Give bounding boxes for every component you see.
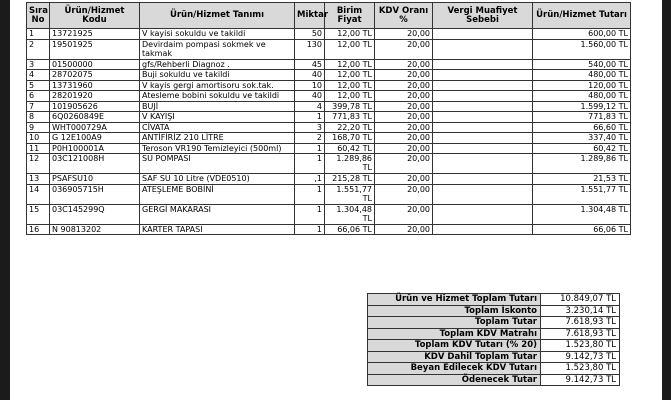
cell-exempt: [433, 59, 533, 70]
cell-price: 60,42 TL: [325, 143, 375, 154]
cell-price: 12,00 TL: [325, 91, 375, 102]
cell-exempt: [433, 91, 533, 102]
cell-price: 1.304,48 TL: [325, 204, 375, 224]
cell-price: 771,83 TL: [325, 112, 375, 123]
cell-price: 168,70 TL: [325, 133, 375, 144]
cell-total: 1.289,86 TL: [533, 154, 631, 174]
totals-row: [368, 351, 620, 363]
cell-code: 01500000: [50, 59, 140, 70]
col-header-vat: KDV Oranı %: [375, 3, 433, 29]
col-header-qty: Miktar: [295, 3, 325, 29]
cell-exempt: [433, 122, 533, 133]
cell-qty: 1: [295, 154, 325, 174]
totals-value: 1.523,80 TL: [541, 363, 620, 375]
cell-no: 4: [27, 70, 50, 81]
table-row: [27, 174, 631, 185]
cell-no: 7: [27, 101, 50, 112]
cell-total: 1.304,48 TL: [533, 204, 631, 224]
cell-code: 28702075: [50, 70, 140, 81]
cell-price: 399,78 TL: [325, 101, 375, 112]
table-row: [27, 224, 631, 235]
totals-row: [368, 374, 620, 386]
cell-no: 9: [27, 122, 50, 133]
cell-price: 12,00 TL: [325, 80, 375, 91]
cell-no: 3: [27, 59, 50, 70]
cell-total: 540,00 TL: [533, 59, 631, 70]
items-header-row: [27, 3, 631, 29]
cell-code: WHT000729A: [50, 122, 140, 133]
cell-total: 1.551,77 TL: [533, 184, 631, 204]
cell-desc: ATEŞLEME BOBİNİ: [140, 184, 295, 204]
cell-vat: 20,00: [375, 122, 433, 133]
table-row: [27, 143, 631, 154]
cell-total: 120,00 TL: [533, 80, 631, 91]
col-header-code: Ürün/Hizmet Kodu: [50, 3, 140, 29]
totals-row: [368, 305, 620, 317]
table-row: [27, 133, 631, 144]
cell-desc: GERGİ MAKARASI: [140, 204, 295, 224]
col-header-exempt: Vergi Muafiyet Sebebi: [433, 3, 533, 29]
cell-qty: 1: [295, 112, 325, 123]
table-row: [27, 204, 631, 224]
cell-price: 12,00 TL: [325, 59, 375, 70]
cell-exempt: [433, 101, 533, 112]
cell-qty: 3: [295, 122, 325, 133]
totals-value: 7.618,93 TL: [541, 317, 620, 329]
cell-price: 66,06 TL: [325, 224, 375, 235]
cell-vat: 20,00: [375, 154, 433, 174]
cell-vat: 20,00: [375, 101, 433, 112]
totals-value: 1.523,80 TL: [541, 340, 620, 352]
cell-code: PSAFSU10: [50, 174, 140, 185]
cell-qty: 50: [295, 29, 325, 40]
cell-qty: 4: [295, 101, 325, 112]
cell-vat: 20,00: [375, 204, 433, 224]
cell-code: 03C121008H: [50, 154, 140, 174]
cell-no: 15: [27, 204, 50, 224]
cell-code: 036905715H: [50, 184, 140, 204]
table-row: [27, 70, 631, 81]
cell-total: 480,00 TL: [533, 91, 631, 102]
cell-exempt: [433, 174, 533, 185]
cell-exempt: [433, 133, 533, 144]
cell-vat: 20,00: [375, 39, 433, 59]
cell-vat: 20,00: [375, 80, 433, 91]
cell-desc: CİVATA: [140, 122, 295, 133]
cell-exempt: [433, 29, 533, 40]
table-row: [27, 29, 631, 40]
totals-row: [368, 317, 620, 329]
cell-exempt: [433, 204, 533, 224]
cell-qty: 40: [295, 70, 325, 81]
cell-total: 771,83 TL: [533, 112, 631, 123]
cell-no: 6: [27, 91, 50, 102]
cell-desc: V KAYIŞI: [140, 112, 295, 123]
cell-qty: 130: [295, 39, 325, 59]
cell-vat: 20,00: [375, 29, 433, 40]
cell-no: 8: [27, 112, 50, 123]
cell-qty: 1: [295, 184, 325, 204]
cell-price: 1.289,86 TL: [325, 154, 375, 174]
cell-no: 10: [27, 133, 50, 144]
invoice-page: [18, 0, 658, 400]
cell-exempt: [433, 143, 533, 154]
cell-desc: Buji sokuldu ve takildi: [140, 70, 295, 81]
cell-exempt: [433, 184, 533, 204]
cell-desc: SU POMPASI: [140, 154, 295, 174]
cell-code: G 12E100A9: [50, 133, 140, 144]
cell-no: 5: [27, 80, 50, 91]
totals-value: 10.849,07 TL: [541, 294, 620, 306]
cell-qty: 2: [295, 133, 325, 144]
cell-qty: ,1: [295, 174, 325, 185]
cell-desc: KARTER TAPASI: [140, 224, 295, 235]
cell-desc: V kayis gergi amortisoru sok.tak.: [140, 80, 295, 91]
invoice-items-table: [26, 2, 631, 235]
cell-price: 12,00 TL: [325, 70, 375, 81]
cell-code: 28201920: [50, 91, 140, 102]
cell-qty: 45: [295, 59, 325, 70]
table-row: [27, 154, 631, 174]
cell-code: 03C145299Q: [50, 204, 140, 224]
cell-code: 19501925: [50, 39, 140, 59]
totals-label: Toplam KDV Tutarı (% 20): [368, 340, 541, 352]
cell-vat: 20,00: [375, 91, 433, 102]
totals-row: [368, 294, 620, 306]
col-header-no: Sıra No: [27, 3, 50, 29]
cell-no: 1: [27, 29, 50, 40]
cell-qty: 1: [295, 143, 325, 154]
table-row: [27, 184, 631, 204]
cell-vat: 20,00: [375, 224, 433, 235]
table-row: [27, 91, 631, 102]
cell-desc: BUJİ: [140, 101, 295, 112]
cell-no: 12: [27, 154, 50, 174]
cell-code: 101905626: [50, 101, 140, 112]
cell-total: 1.560,00 TL: [533, 39, 631, 59]
totals-value: 3.230,14 TL: [541, 305, 620, 317]
viewer-frame-right: [662, 0, 671, 400]
cell-exempt: [433, 154, 533, 174]
cell-qty: 10: [295, 80, 325, 91]
totals-row: [368, 328, 620, 340]
cell-no: 11: [27, 143, 50, 154]
cell-vat: 20,00: [375, 112, 433, 123]
cell-total: 66,06 TL: [533, 224, 631, 235]
cell-code: 13721925: [50, 29, 140, 40]
table-row: [27, 80, 631, 91]
cell-no: 13: [27, 174, 50, 185]
cell-desc: gfs/Rehberli Diagnoz .: [140, 59, 295, 70]
cell-code: P0H100001A: [50, 143, 140, 154]
totals-label: Toplam KDV Matrahı: [368, 328, 541, 340]
cell-total: 1.599,12 TL: [533, 101, 631, 112]
table-row: [27, 59, 631, 70]
cell-qty: 1: [295, 224, 325, 235]
col-header-desc: Ürün/Hizmet Tanımı: [140, 3, 295, 29]
cell-vat: 20,00: [375, 184, 433, 204]
totals-row: [368, 340, 620, 352]
cell-code: 13731960: [50, 80, 140, 91]
totals-label: Ürün ve Hizmet Toplam Tutarı: [368, 294, 541, 306]
cell-desc: Teroson VR190 Temizleyici (500ml): [140, 143, 295, 154]
totals-label: Toplam Tutar: [368, 317, 541, 329]
cell-no: 2: [27, 39, 50, 59]
cell-total: 337,40 TL: [533, 133, 631, 144]
table-row: [27, 112, 631, 123]
cell-total: 480,00 TL: [533, 70, 631, 81]
cell-vat: 20,00: [375, 143, 433, 154]
cell-qty: 40: [295, 91, 325, 102]
totals-value: 7.618,93 TL: [541, 328, 620, 340]
col-header-price: Birim Fiyat: [325, 3, 375, 29]
cell-price: 1.551,77 TL: [325, 184, 375, 204]
cell-total: 21,53 TL: [533, 174, 631, 185]
cell-price: 12,00 TL: [325, 29, 375, 40]
cell-total: 66,60 TL: [533, 122, 631, 133]
totals-label: Beyan Edilecek KDV Tutarı: [368, 363, 541, 375]
totals-label: Ödenecek Tutar: [368, 374, 541, 386]
cell-vat: 20,00: [375, 133, 433, 144]
viewer-frame-left: [0, 0, 10, 400]
totals-value: 9.142,73 TL: [541, 351, 620, 363]
cell-desc: Devirdaim pompasi sokmek ve takmak: [140, 39, 295, 59]
totals-row: [368, 363, 620, 375]
cell-exempt: [433, 70, 533, 81]
table-row: [27, 101, 631, 112]
cell-exempt: [433, 112, 533, 123]
cell-no: 14: [27, 184, 50, 204]
cell-desc: Atesleme bobini sokuldu ve takildi: [140, 91, 295, 102]
cell-exempt: [433, 80, 533, 91]
cell-vat: 20,00: [375, 59, 433, 70]
cell-total: 600,00 TL: [533, 29, 631, 40]
totals-value: 9.142,73 TL: [541, 374, 620, 386]
cell-price: 22,20 TL: [325, 122, 375, 133]
cell-price: 12,00 TL: [325, 39, 375, 59]
invoice-totals-table: [367, 293, 620, 386]
cell-no: 16: [27, 224, 50, 235]
cell-vat: 20,00: [375, 70, 433, 81]
col-header-total: Ürün/Hizmet Tutarı: [533, 3, 631, 29]
cell-desc: SAF SU 10 Litre (VDE0510): [140, 174, 295, 185]
cell-code: N 90813202: [50, 224, 140, 235]
cell-desc: ANTİFİRİZ 210 LİTRE: [140, 133, 295, 144]
cell-price: 215,28 TL: [325, 174, 375, 185]
cell-qty: 1: [295, 204, 325, 224]
table-row: [27, 39, 631, 59]
cell-code: 6Q0260849E: [50, 112, 140, 123]
table-row: [27, 122, 631, 133]
totals-label: Toplam İskonto: [368, 305, 541, 317]
cell-total: 60,42 TL: [533, 143, 631, 154]
totals-label: KDV Dahil Toplam Tutar: [368, 351, 541, 363]
cell-vat: 20,00: [375, 174, 433, 185]
cell-desc: V kayisi sokuldu ve takildi: [140, 29, 295, 40]
cell-exempt: [433, 39, 533, 59]
cell-exempt: [433, 224, 533, 235]
